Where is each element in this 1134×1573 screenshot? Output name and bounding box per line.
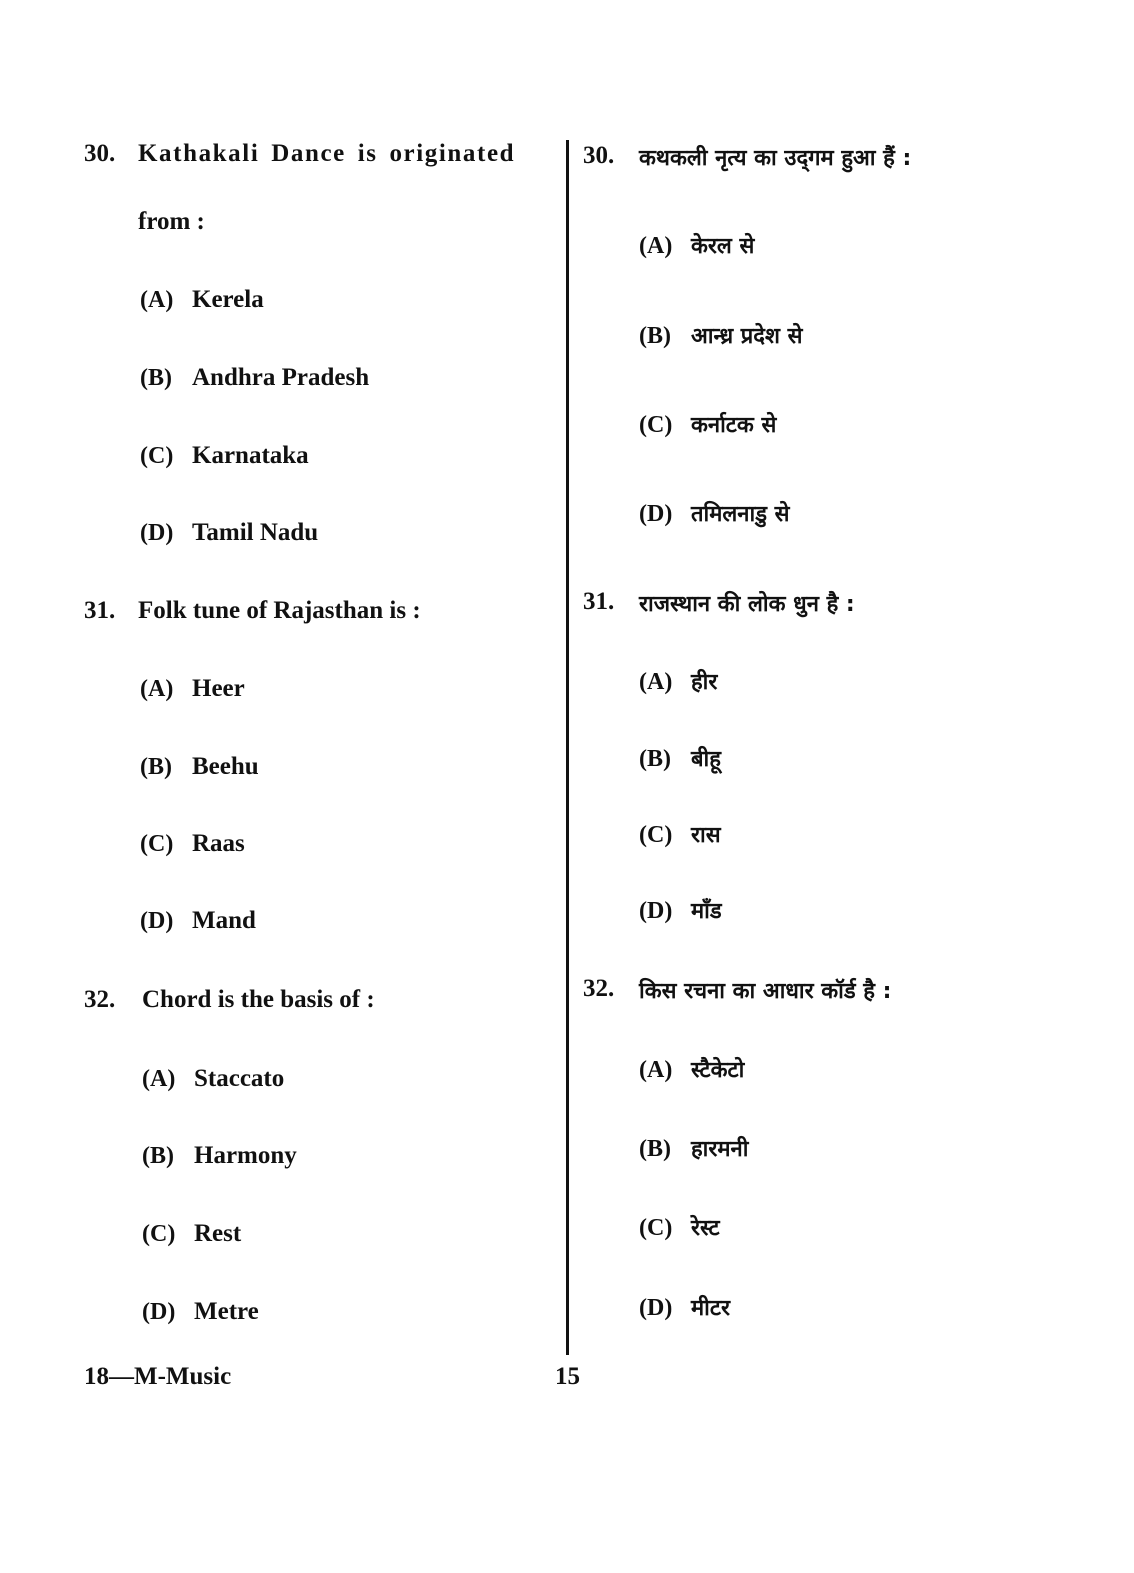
option-label: (B) (639, 1136, 671, 1162)
page-number: 15 (555, 1363, 580, 1390)
option-text: रेस्ट (691, 1216, 720, 1241)
option-text: Mand (192, 907, 256, 934)
option-a (639, 1054, 744, 1084)
option-a (140, 675, 245, 703)
option-text: केरल से (691, 234, 755, 259)
option-label: (D) (639, 1295, 673, 1321)
question-number: 32. (84, 986, 116, 1013)
option-label: (C) (639, 412, 673, 438)
option-text: Heer (192, 675, 245, 702)
option-b (639, 743, 721, 773)
option-label: (C) (639, 1215, 673, 1241)
option-text: Karnataka (192, 442, 309, 469)
option-a (639, 230, 754, 260)
option-label: (D) (140, 520, 174, 546)
option-label: (A) (140, 676, 174, 702)
option-c (639, 1212, 720, 1242)
option-text: Staccato (194, 1065, 285, 1092)
option-text: Tamil Nadu (192, 519, 319, 546)
option-c (639, 819, 721, 849)
option-c (140, 442, 309, 470)
option-c (140, 830, 245, 858)
question-number: 31. (583, 588, 615, 615)
question-number: 31. (84, 597, 116, 624)
option-label: (D) (639, 501, 673, 527)
option-a (142, 1065, 284, 1093)
option-text: Kerela (192, 286, 264, 313)
question-stem: कथकली नृत्य का उद्‌गम हुआ हैं : (639, 146, 912, 171)
option-text: बीहू (691, 747, 721, 772)
option-text: हारमनी (691, 1137, 749, 1162)
option-a (639, 666, 717, 696)
option-label: (C) (140, 831, 174, 857)
option-label: (B) (142, 1143, 174, 1169)
option-label: (D) (140, 908, 174, 934)
option-text: Beehu (192, 753, 259, 780)
option-text: Andhra Pradesh (192, 364, 370, 391)
option-label: (A) (639, 1057, 673, 1083)
question-number: 32. (583, 975, 615, 1002)
option-text: स्टैकेटो (691, 1058, 745, 1083)
option-b (142, 1142, 297, 1170)
option-text: हीर (691, 670, 718, 695)
option-text: माँड (691, 899, 722, 924)
option-label: (A) (639, 669, 673, 695)
option-b (639, 320, 802, 350)
option-a (140, 286, 264, 314)
option-b (639, 1133, 748, 1163)
question-stem-continued: from : (138, 208, 205, 235)
option-c (639, 409, 776, 439)
option-d (140, 519, 318, 547)
option-label: (D) (639, 898, 673, 924)
question-number: 30. (583, 142, 615, 169)
question-stem: राजस्थान की लोक धुन है : (639, 592, 855, 617)
option-text: मीटर (691, 1296, 730, 1321)
option-label: (C) (140, 443, 174, 469)
option-text: रास (691, 823, 721, 848)
option-label: (A) (639, 233, 673, 259)
option-d (639, 1292, 730, 1322)
option-label: (D) (142, 1299, 176, 1325)
option-text: Harmony (194, 1142, 297, 1169)
option-text: तमिलनाडु से (691, 502, 790, 527)
option-d (639, 498, 790, 528)
option-label: (B) (639, 746, 671, 772)
option-label: (B) (639, 323, 671, 349)
question-stem: Kathakali Dance is originated (138, 140, 516, 167)
option-text: Rest (194, 1220, 242, 1247)
option-b (140, 753, 259, 781)
column-divider (566, 140, 569, 1355)
option-d (140, 907, 256, 935)
question-stem: Folk tune of Rajasthan is : (138, 597, 421, 624)
question-stem: Chord is the basis of : (142, 986, 375, 1013)
option-text: आन्ध्र प्रदेश से (691, 324, 803, 349)
question-number: 30. (84, 140, 116, 167)
option-label: (B) (140, 754, 172, 780)
option-text: Raas (192, 830, 245, 857)
option-label: (C) (142, 1221, 176, 1247)
option-text: कर्नाटक से (691, 413, 777, 438)
option-label: (A) (140, 287, 174, 313)
option-label: (B) (140, 365, 172, 391)
option-d (639, 895, 722, 925)
option-label: (A) (142, 1066, 176, 1092)
option-b (140, 364, 369, 392)
option-label: (C) (639, 822, 673, 848)
option-d (142, 1298, 259, 1326)
option-text: Metre (194, 1298, 259, 1325)
paper-code: 18—M-Music (84, 1363, 232, 1390)
question-stem: किस रचना का आधार कॉर्ड है : (639, 979, 892, 1004)
option-c (142, 1220, 241, 1248)
